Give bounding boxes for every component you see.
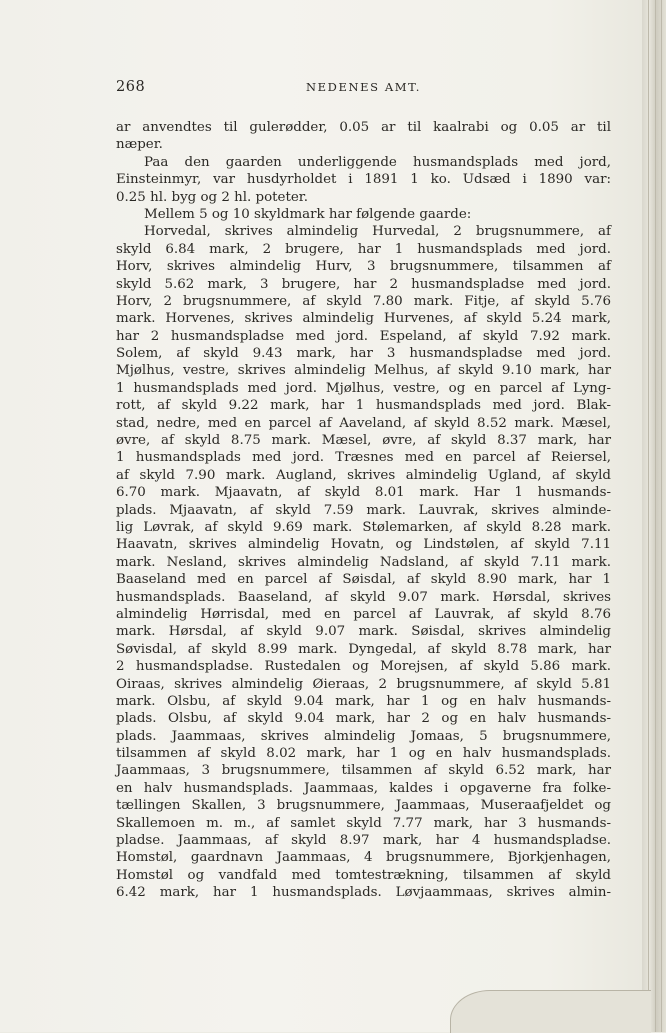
- edge-line: [661, 0, 662, 1032]
- text-line: 0.25 hl. byg og 2 hl. poteter.: [116, 189, 308, 205]
- text-line: 1 husmandsplads med jord. Mjølhus, vestre, og en parcel af Lyng-: [116, 380, 611, 396]
- text-line: af skyld 7.90 mark. Augland, skrives almindelig Ugland, af skyld: [116, 467, 611, 483]
- text-line: plads. Jaammaas, skrives almindelig Jomaas, 5 brugsnummere,: [116, 728, 611, 744]
- text-line: Paa den gaarden underliggende husmandsplads med jord,: [144, 154, 611, 170]
- text-line: skyld 5.62 mark, 3 brugere, har 2 husmandspladse med jord.: [116, 276, 611, 292]
- text-line: har 2 husmandspladse med jord. Espeland, af skyld 7.92 mark.: [116, 328, 611, 344]
- text-line: 6.42 mark, har 1 husmandsplads. Løvjaammaas, skrives almin-: [116, 885, 611, 901]
- text-line: pladse. Jaammaas, af skyld 8.97 mark, har 4 husmandspladse.: [116, 833, 611, 849]
- text-line: mark. Nesland, skrives almindelig Nadsland, af skyld 7.11 mark.: [116, 554, 611, 570]
- page-header: [116, 79, 611, 101]
- text-line: plads. Olsbu, af skyld 9.04 mark, har 2 og en halv husmands-: [116, 711, 611, 727]
- text-line: Solem, af skyld 9.43 mark, har 3 husmandspladse med jord.: [116, 346, 611, 362]
- text-line: stad, nedre, med en parcel af Aaveland, af skyld 8.52 mark. Mæsel,: [116, 415, 611, 431]
- page-number: 268: [116, 79, 146, 95]
- text-line: Horvedal, skrives almindelig Hurvedal, 2 brugsnummere, af: [144, 224, 611, 240]
- text-line: øvre, af skyld 8.75 mark. Mæsel, øvre, af skyld 8.37 mark, har: [116, 433, 611, 449]
- text-line: Mjølhus, vestre, skrives almindelig Melhus, af skyld 9.10 mark, har: [116, 363, 611, 379]
- text-line: Søvisdal, af skyld 8.99 mark. Dyngedal, af skyld 8.78 mark, har: [116, 641, 611, 657]
- text-line: Baaseland med en parcel af Søisdal, af skyld 8.90 mark, har 1: [116, 572, 611, 588]
- page-edge-stack: [642, 0, 666, 1032]
- text-line: tilsammen af skyld 8.02 mark, har 1 og en halv husmandsplads.: [116, 746, 611, 762]
- running-head: NEDENES AMT.: [306, 80, 421, 94]
- text-line: Oiraas, skrives almindelig Øieraas, 2 brugsnummere, af skyld 5.81: [116, 676, 611, 692]
- text-line: husmandsplads. Baaseland, af skyld 9.07 mark. Hørsdal, skrives: [116, 589, 611, 605]
- text-line: Homstøl, gaardnavn Jaammaas, 4 brugsnummere, Bjorkjenhagen,: [116, 850, 611, 866]
- text-line: mark. Hørsdal, af skyld 9.07 mark. Søisdal, skrives almindelig: [116, 624, 611, 640]
- text-line: mark. Horvenes, skrives almindelig Hurvenes, af skyld 5.24 mark,: [116, 311, 611, 327]
- text-line: mark. Olsbu, af skyld 9.04 mark, har 1 og en halv husmands-: [116, 693, 611, 709]
- text-line: Jaammaas, 3 brugsnummere, tilsammen af skyld 6.52 mark, har: [116, 763, 611, 779]
- text-line: næper.: [116, 137, 163, 153]
- text-line: Homstøl og vandfald med tomtestrækning, tilsammen af skyld: [116, 867, 611, 883]
- text-line: lig Løvrak, af skyld 9.69 mark. Stølemarken, af skyld 8.28 mark.: [116, 519, 611, 535]
- edge-line: [655, 0, 656, 1032]
- text-line: ar anvendtes til gulerødder, 0.05 ar til kaalrabi og 0.05 ar til: [116, 120, 611, 135]
- text-line: Horv, 2 brugsnummere, af skyld 7.80 mark. Fitje, af skyld 5.76: [116, 293, 611, 309]
- edge-line: [648, 0, 649, 1032]
- text-line: en halv husmandsplads. Jaammaas, kaldes i opgaverne fra folke-: [116, 780, 611, 796]
- text-line: almindelig Hørrisdal, med en parcel af Lauvrak, af skyld 8.76: [116, 606, 611, 622]
- text-line: Einsteinmyr, var husdyrholdet i 1891 1 ko. Udsæd i 1890 var:: [116, 172, 611, 188]
- body-text: [116, 119, 611, 902]
- text-line: Mellem 5 og 10 skyldmark har følgende gaarde:: [144, 206, 472, 222]
- text-line: Haavatn, skrives almindelig Hovatn, og Lindstølen, af skyld 7.11: [116, 537, 611, 553]
- text-line: tællingen Skallen, 3 brugsnummere, Jaammaas, Museraafjeldet og: [116, 798, 611, 814]
- text-line: skyld 6.84 mark, 2 brugere, har 1 husmandsplads med jord.: [116, 241, 611, 257]
- text-line: 2 husmandspladse. Rustedalen og Morejsen, af skyld 5.86 mark.: [116, 659, 611, 675]
- page-curl: [450, 990, 651, 1033]
- text-line: 6.70 mark. Mjaavatn, af skyld 8.01 mark. Har 1 husmands-: [116, 485, 611, 501]
- text-line: plads. Mjaavatn, af skyld 7.59 mark. Lauvrak, skrives alminde-: [116, 502, 611, 518]
- text-line: Horv, skrives almindelig Hurv, 3 brugsnummere, tilsammen af: [116, 259, 611, 275]
- text-line: rott, af skyld 9.22 mark, har 1 husmandsplads med jord. Blak-: [116, 398, 611, 414]
- text-line: 1 husmandsplads med jord. Træsnes med en parcel af Reiersel,: [116, 450, 611, 466]
- text-line: Skallemoen m. m., af samlet skyld 7.77 mark, har 3 husmands-: [116, 815, 611, 831]
